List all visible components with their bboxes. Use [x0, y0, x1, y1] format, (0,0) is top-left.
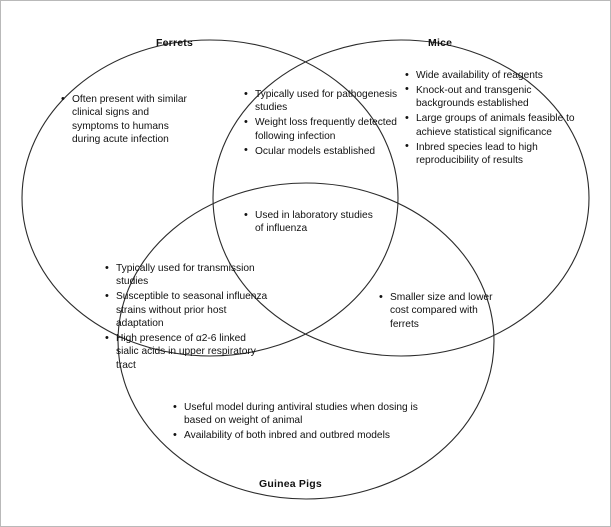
- region-mice-only: [405, 69, 575, 169]
- list-item: • Weight loss frequently detected following infection: [244, 116, 404, 143]
- list-item: • Wide availability of reagents: [405, 69, 575, 82]
- list-item: • Used in laboratory studies of influenza: [244, 209, 384, 236]
- list-item: • Smaller size and lower cost compared with ferrets: [379, 291, 499, 331]
- list-item: • Knock-out and transgenic backgrounds established: [405, 84, 575, 111]
- list-item: • Useful model during antiviral studies when dosing is based on weight of animal: [173, 401, 423, 428]
- list-item: • Susceptible to seasonal influenza strains without prior host adaptation: [105, 290, 270, 330]
- region-all-three-overlap: [244, 209, 384, 237]
- list-item: • Inbred species lead to high reproducibility of results: [405, 141, 575, 168]
- list-item: • Often present with similar clinical signs and symptoms to humans during acute infection: [61, 93, 193, 147]
- region-ferrets-mice-overlap: [244, 88, 404, 160]
- list-item: • High presence of α2-6 linked sialic acids in upper respiratory tract: [105, 332, 270, 372]
- list-item: • Typically used for transmission studies: [105, 262, 270, 289]
- region-mice-guinea-pigs-overlap: [379, 291, 499, 333]
- region-ferrets-only: [61, 93, 193, 148]
- set-label-mice: Mice: [428, 37, 453, 49]
- list-item: • Typically used for pathogenesis studies: [244, 88, 404, 115]
- set-label-guinea-pigs: Guinea Pigs: [259, 478, 322, 490]
- region-ferrets-guinea-pigs-overlap: [105, 262, 270, 374]
- list-item: • Large groups of animals feasible to achieve statistical significance: [405, 112, 575, 139]
- region-guinea-pigs-only: [173, 401, 423, 444]
- list-item: • Ocular models established: [244, 145, 404, 158]
- set-label-ferrets: Ferrets: [156, 37, 194, 49]
- list-item: • Availability of both inbred and outbred models: [173, 429, 423, 442]
